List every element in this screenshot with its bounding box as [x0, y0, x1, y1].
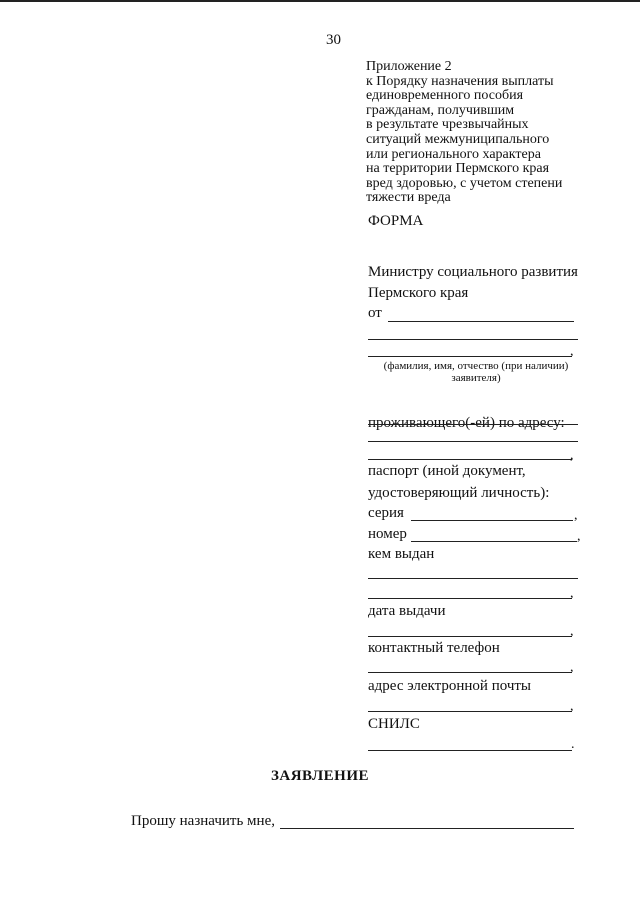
statement-heading: ЗАЯВЛЕНИЕ [270, 768, 370, 784]
comma: , [570, 624, 574, 639]
number-label: номер [368, 526, 407, 542]
from-label: от [368, 305, 382, 321]
address-field-3[interactable] [368, 459, 572, 460]
addressee-line-2: Пермского края [368, 285, 469, 301]
appendix-line: единовременного пособия [366, 88, 524, 104]
issued-by-field-1[interactable] [368, 578, 578, 579]
snils-label: СНИЛС [368, 716, 420, 732]
appendix-line: Приложение 2 [366, 59, 452, 74]
series-label: серия [368, 505, 404, 521]
appendix-line: тяжести вреда [366, 190, 451, 206]
appendix-line: вред здоровью, с учетом степени [366, 175, 563, 191]
phone-label: контактный телефон [368, 640, 500, 656]
appendix-line: гражданам, получившим [366, 102, 515, 118]
number-field[interactable] [411, 541, 577, 542]
name-hint: (фамилия, имя, отчество (при наличии) заявителя) [383, 360, 569, 384]
comma: , [570, 448, 574, 463]
email-label: адрес электронной почты [368, 678, 532, 694]
appendix-line: ситуаций межмуниципального [366, 131, 550, 147]
address-field-2[interactable] [368, 441, 578, 442]
request-field[interactable] [280, 828, 574, 829]
residence-label: проживающего(-ей) по адресу: [368, 415, 565, 431]
issued-by-label: кем выдан [368, 546, 435, 562]
issued-by-field-2[interactable] [368, 598, 572, 599]
appendix-line: к Порядку назначения выплаты [366, 73, 554, 89]
appendix-header [366, 60, 626, 206]
appendix-line: или регионального характера [366, 146, 541, 162]
page-number: 30 [326, 32, 341, 48]
passport-label-2: удостоверяющий личность): [368, 485, 550, 501]
form-label: ФОРМА [368, 213, 424, 229]
from-name-field-3[interactable] [368, 356, 572, 357]
appendix-line: в результате чрезвычайных [366, 117, 529, 133]
comma: , [570, 699, 574, 714]
period: . [571, 737, 575, 752]
from-name-field[interactable] [388, 321, 574, 322]
issue-date-label: дата выдачи [368, 603, 446, 619]
issue-date-field[interactable] [368, 636, 572, 637]
from-name-field-2[interactable] [368, 339, 578, 340]
page-top-border [0, 0, 640, 2]
phone-field[interactable] [368, 672, 572, 673]
passport-label-1: паспорт (иной документ, [368, 463, 526, 479]
comma: , [570, 586, 574, 601]
comma: , [570, 660, 574, 675]
address-field-1[interactable] [368, 424, 578, 425]
addressee-line-1: Министру социального развития [368, 264, 578, 280]
email-field[interactable] [368, 711, 572, 712]
comma: , [570, 344, 574, 359]
appendix-line: на территории Пермского края [366, 161, 550, 177]
series-field[interactable] [411, 520, 573, 521]
snils-field[interactable] [368, 750, 572, 751]
request-text: Прошу назначить мне, [131, 813, 275, 829]
comma: , [577, 529, 581, 544]
comma: , [574, 508, 578, 523]
